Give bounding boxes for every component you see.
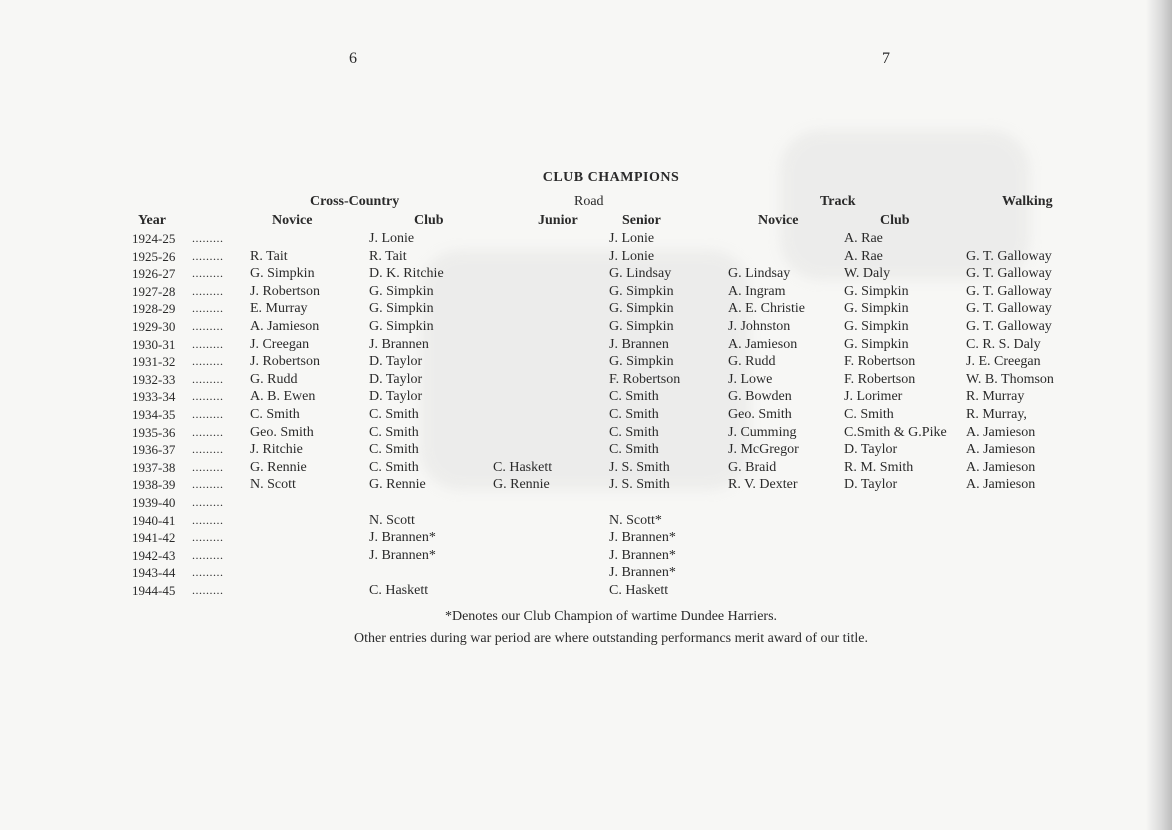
cc-club-cell: D. Taylor <box>369 372 423 387</box>
year-cell: 1944-45 <box>132 583 176 598</box>
walking-cell: G. T. Galloway <box>966 284 1052 299</box>
cc-club-cell: J. Lonie <box>369 231 415 246</box>
col-road-junior: Junior <box>538 213 578 228</box>
track-club-cell: G. Simpkin <box>844 301 909 316</box>
cc-novice-cell: C. Smith <box>250 407 300 422</box>
road-senior-cell: G. Simpkin <box>609 301 674 316</box>
page-edge <box>1146 0 1172 830</box>
cc-club-cell: J. Brannen* <box>369 530 436 545</box>
year-cell: 1939-40 <box>132 495 176 510</box>
walking-cell: C. R. S. Daly <box>966 337 1041 352</box>
road-senior-cell: C. Smith <box>609 425 659 440</box>
year-cell: 1927-28 <box>132 284 176 299</box>
track-novice-cell: J. McGregor <box>728 442 799 457</box>
right-page-number: 7 <box>882 50 890 67</box>
track-novice-cell: A. E. Christie <box>728 301 805 316</box>
leader-dots: ......... <box>192 337 224 351</box>
cc-club-cell: C. Haskett <box>369 583 429 598</box>
year-cell: 1942-43 <box>132 548 176 563</box>
year-cell: 1924-25 <box>132 231 176 246</box>
leader-dots: ......... <box>192 442 224 456</box>
track-club-cell: J. Lorimer <box>844 389 903 404</box>
leader-dots: ......... <box>192 407 224 421</box>
cc-novice-cell: J. Robertson <box>250 284 320 299</box>
walking-cell: A. Jamieson <box>966 477 1036 492</box>
cc-novice-cell: N. Scott <box>250 477 296 492</box>
cc-club-cell: C. Smith <box>369 442 419 457</box>
road-senior-cell: G. Simpkin <box>609 319 674 334</box>
year-cell: 1938-39 <box>132 477 176 492</box>
walking-cell: J. E. Creegan <box>966 354 1041 369</box>
cc-novice-cell: G. Rennie <box>250 460 307 475</box>
road-senior-cell: C. Smith <box>609 389 659 404</box>
show-through-shadow <box>420 250 750 490</box>
cc-novice-cell: G. Rudd <box>250 372 298 387</box>
col-year: Year <box>138 213 166 228</box>
year-cell: 1932-33 <box>132 372 176 387</box>
leader-dots: ......... <box>192 513 224 527</box>
leader-dots: ......... <box>192 495 224 509</box>
track-club-cell: A. Rae <box>844 231 883 246</box>
road-junior-cell: C. Haskett <box>493 460 553 475</box>
cc-novice-cell: G. Simpkin <box>250 266 315 281</box>
cc-club-cell: C. Smith <box>369 407 419 422</box>
page-title: CLUB CHAMPIONS <box>542 170 680 185</box>
cc-novice-cell: J. Ritchie <box>250 442 303 457</box>
cc-club-cell: D. Taylor <box>369 354 423 369</box>
year-cell: 1943-44 <box>132 565 176 580</box>
road-senior-cell: G. Simpkin <box>609 354 674 369</box>
track-club-cell: R. M. Smith <box>844 460 914 475</box>
walking-cell: A. Jamieson <box>966 460 1036 475</box>
track-novice-cell: R. V. Dexter <box>728 477 798 492</box>
leader-dots: ......... <box>192 354 224 368</box>
col-cc-novice: Novice <box>272 213 313 228</box>
walking-cell: W. B. Thomson <box>966 372 1054 387</box>
track-novice-cell: G. Lindsay <box>728 266 791 281</box>
road-senior-cell: C. Haskett <box>609 583 669 598</box>
road-senior-cell: N. Scott* <box>609 513 662 528</box>
group-cross-country: Cross-Country <box>310 194 400 209</box>
road-senior-cell: F. Robertson <box>609 372 681 387</box>
cc-club-cell: J. Brannen <box>369 337 429 352</box>
walking-cell: G. T. Galloway <box>966 301 1052 316</box>
cc-club-cell: G. Simpkin <box>369 284 434 299</box>
road-senior-cell: G. Lindsay <box>609 266 672 281</box>
cc-novice-cell: E. Murray <box>250 301 308 316</box>
road-senior-cell: J. Lonie <box>609 249 655 264</box>
road-senior-cell: C. Smith <box>609 442 659 457</box>
cc-club-cell: N. Scott <box>369 513 415 528</box>
year-cell: 1935-36 <box>132 425 176 440</box>
road-senior-cell: J. Brannen <box>609 337 669 352</box>
road-senior-cell: J. Brannen* <box>609 530 676 545</box>
year-cell: 1941-42 <box>132 530 176 545</box>
walking-cell: G. T. Galloway <box>966 319 1052 334</box>
leader-dots: ......... <box>192 548 224 562</box>
year-cell: 1925-26 <box>132 249 176 264</box>
road-senior-cell: J. S. Smith <box>609 477 670 492</box>
leader-dots: ......... <box>192 372 224 386</box>
walking-cell: R. Murray, <box>966 407 1027 422</box>
track-novice-cell: Geo. Smith <box>728 407 792 422</box>
track-club-cell: C.Smith & G.Pike <box>844 425 947 440</box>
track-novice-cell: A. Jamieson <box>728 337 798 352</box>
leader-dots: ......... <box>192 425 224 439</box>
year-cell: 1940-41 <box>132 513 176 528</box>
cc-novice-cell: Geo. Smith <box>250 425 314 440</box>
cc-club-cell: D. K. Ritchie <box>369 266 444 281</box>
leader-dots: ......... <box>192 477 224 491</box>
footnote-wartime: *Denotes our Club Champion of wartime Dundee Harriers. <box>444 609 778 624</box>
leader-dots: ......... <box>192 231 224 245</box>
leader-dots: ......... <box>192 530 224 544</box>
track-novice-cell: J. Lowe <box>728 372 773 387</box>
year-cell: 1934-35 <box>132 407 176 422</box>
track-club-cell: G. Simpkin <box>844 284 909 299</box>
road-senior-cell: G. Simpkin <box>609 284 674 299</box>
year-cell: 1928-29 <box>132 301 176 316</box>
group-walking: Walking <box>1002 194 1053 209</box>
cc-club-cell: D. Taylor <box>369 389 423 404</box>
cc-club-cell: G. Rennie <box>369 477 426 492</box>
leader-dots: ......... <box>192 389 224 403</box>
leader-dots: ......... <box>192 319 224 333</box>
cc-club-cell: J. Brannen* <box>369 548 436 563</box>
left-page-number: 6 <box>349 50 357 67</box>
leader-dots: ......... <box>192 249 224 263</box>
track-novice-cell: J. Johnston <box>728 319 791 334</box>
track-club-cell: G. Simpkin <box>844 319 909 334</box>
year-cell: 1930-31 <box>132 337 176 352</box>
track-novice-cell: J. Cumming <box>728 425 797 440</box>
cc-club-cell: C. Smith <box>369 425 419 440</box>
cc-club-cell: G. Simpkin <box>369 301 434 316</box>
leader-dots: ......... <box>192 583 224 597</box>
track-club-cell: F. Robertson <box>844 354 916 369</box>
track-club-cell: A. Rae <box>844 249 883 264</box>
group-track: Track <box>820 194 856 209</box>
footnote-other-entries: Other entries during war period are where outstanding performancs merit award of our title. <box>354 631 868 646</box>
track-club-cell: C. Smith <box>844 407 894 422</box>
year-cell: 1933-34 <box>132 389 176 404</box>
col-track-club: Club <box>880 213 910 228</box>
road-junior-cell: G. Rennie <box>493 477 550 492</box>
track-club-cell: F. Robertson <box>844 372 916 387</box>
walking-cell: A. Jamieson <box>966 425 1036 440</box>
walking-cell: G. T. Galloway <box>966 266 1052 281</box>
road-senior-cell: J. Brannen* <box>609 548 676 563</box>
cc-club-cell: R. Tait <box>369 249 407 264</box>
cc-novice-cell: J. Creegan <box>250 337 310 352</box>
walking-cell: R. Murray <box>966 389 1025 404</box>
cc-novice-cell: A. B. Ewen <box>250 389 316 404</box>
cc-novice-cell: R. Tait <box>250 249 288 264</box>
track-club-cell: D. Taylor <box>844 442 898 457</box>
col-track-novice: Novice <box>758 213 799 228</box>
year-cell: 1936-37 <box>132 442 176 457</box>
leader-dots: ......... <box>192 284 224 298</box>
track-novice-cell: G. Bowden <box>728 389 792 404</box>
leader-dots: ......... <box>192 460 224 474</box>
track-club-cell: W. Daly <box>844 266 891 281</box>
cc-club-cell: C. Smith <box>369 460 419 475</box>
group-road: Road <box>574 194 604 209</box>
road-senior-cell: J. Brannen* <box>609 565 676 580</box>
col-cc-club: Club <box>414 213 444 228</box>
leader-dots: ......... <box>192 565 224 579</box>
track-club-cell: G. Simpkin <box>844 337 909 352</box>
year-cell: 1937-38 <box>132 460 176 475</box>
leader-dots: ......... <box>192 301 224 315</box>
walking-cell: A. Jamieson <box>966 442 1036 457</box>
track-novice-cell: G. Rudd <box>728 354 776 369</box>
year-cell: 1931-32 <box>132 354 176 369</box>
road-senior-cell: J. Lonie <box>609 231 655 246</box>
road-senior-cell: C. Smith <box>609 407 659 422</box>
cc-novice-cell: J. Robertson <box>250 354 320 369</box>
track-club-cell: D. Taylor <box>844 477 898 492</box>
cc-novice-cell: A. Jamieson <box>250 319 320 334</box>
cc-club-cell: G. Simpkin <box>369 319 434 334</box>
road-senior-cell: J. S. Smith <box>609 460 670 475</box>
track-novice-cell: G. Braid <box>728 460 777 475</box>
year-cell: 1929-30 <box>132 319 176 334</box>
track-novice-cell: A. Ingram <box>728 284 786 299</box>
walking-cell: G. T. Galloway <box>966 249 1052 264</box>
leader-dots: ......... <box>192 266 224 280</box>
year-cell: 1926-27 <box>132 266 176 281</box>
col-road-senior: Senior <box>622 213 661 228</box>
